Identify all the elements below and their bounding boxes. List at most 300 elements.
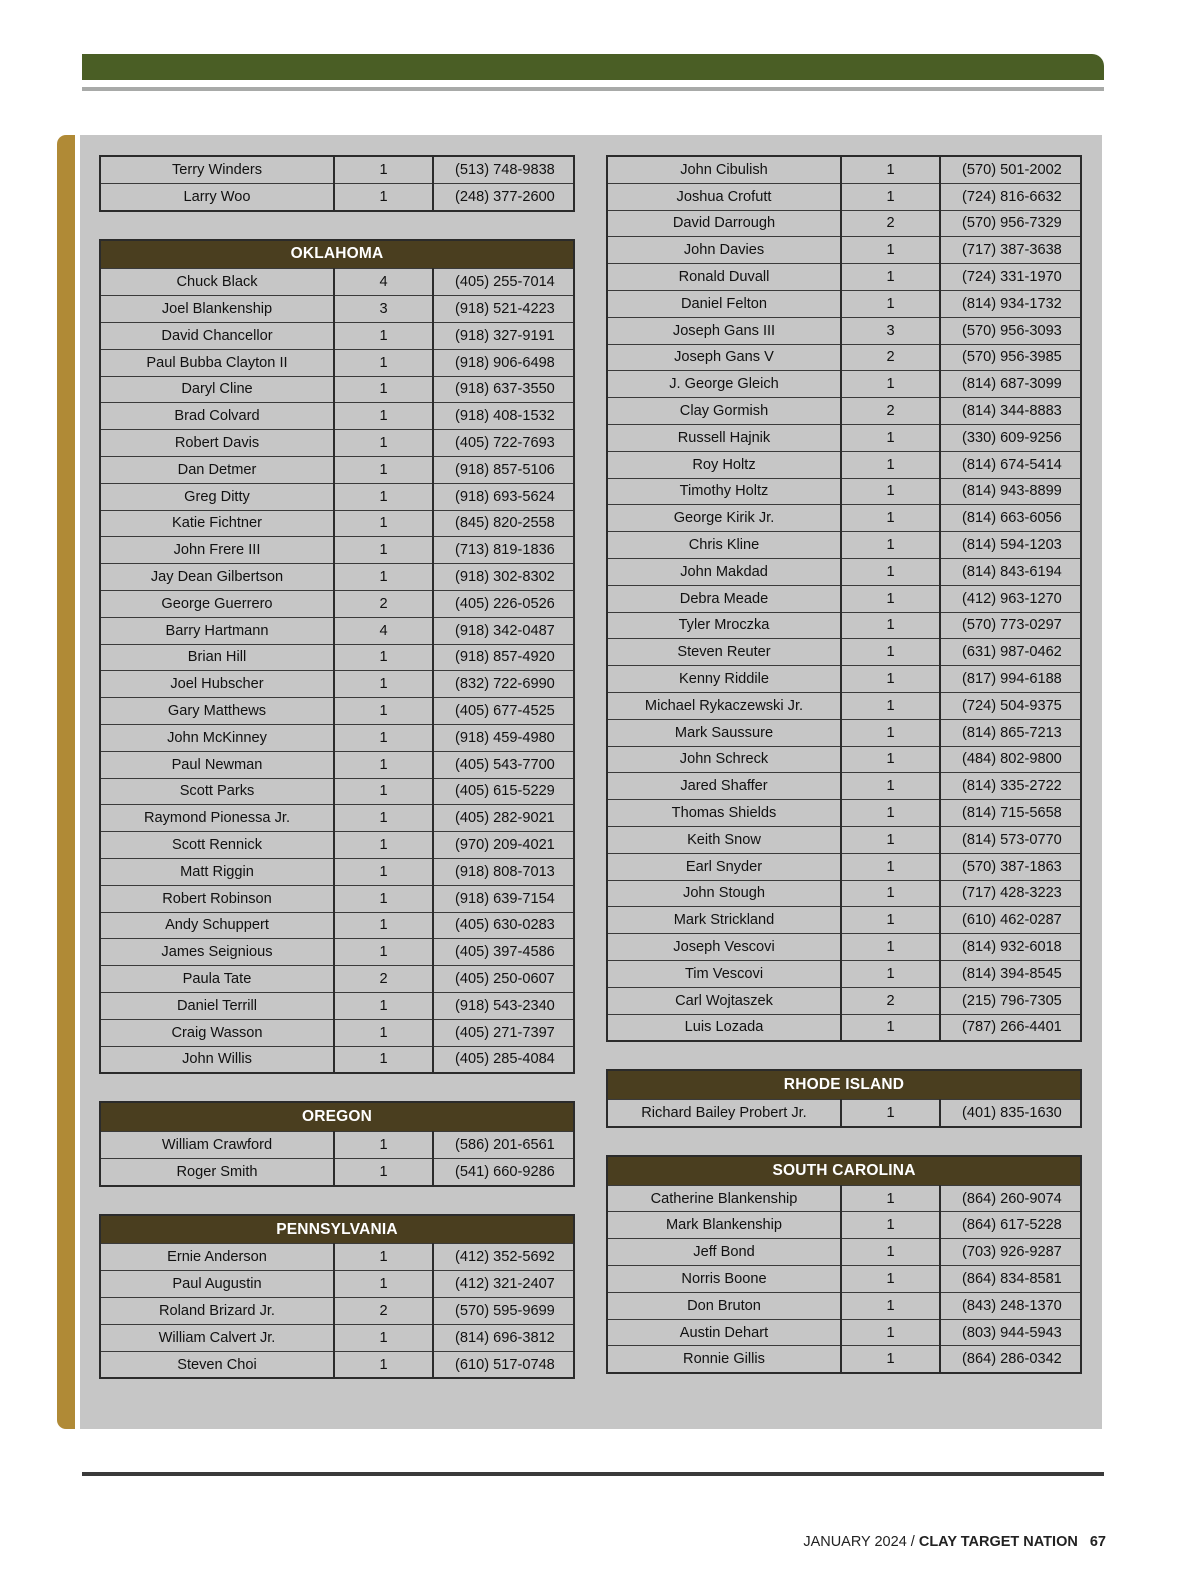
count-cell: 1 [841,451,940,478]
table-row [607,960,1081,987]
table-row [607,1185,1081,1212]
count-cell: 1 [334,564,433,591]
count-cell: 1 [841,156,940,183]
phone-cell: (570) 595-9699 [433,1298,574,1325]
phone-cell: (814) 394-8545 [940,960,1081,987]
phone-cell: (814) 715-5658 [940,800,1081,827]
table-row [100,269,574,296]
section-gap [99,1074,573,1101]
phone-cell: (918) 408-1532 [433,403,574,430]
state-header: SOUTH CAROLINA [607,1156,1081,1185]
table-row [607,719,1081,746]
table-row [607,987,1081,1014]
name-cell: John Makdad [607,558,841,585]
phone-cell: (724) 331-1970 [940,264,1081,291]
name-cell: Daniel Felton [607,290,841,317]
name-cell: John Davies [607,237,841,264]
count-cell: 1 [334,322,433,349]
count-cell: 1 [334,912,433,939]
state-table [99,1214,575,1380]
name-cell: Jeff Bond [607,1239,841,1266]
table-row [100,724,574,751]
count-cell: 1 [334,805,433,832]
phone-cell: (918) 693-5624 [433,483,574,510]
table-row [607,666,1081,693]
count-cell: 1 [841,290,940,317]
name-cell: Brad Colvard [100,403,334,430]
name-cell: Mark Saussure [607,719,841,746]
table-row [607,934,1081,961]
table-row [100,1351,574,1378]
table-row [607,692,1081,719]
name-cell: Mark Blankenship [607,1212,841,1239]
name-cell: Steven Reuter [607,639,841,666]
phone-cell: (843) 248-1370 [940,1292,1081,1319]
count-cell: 1 [334,751,433,778]
name-cell: John Cibulish [607,156,841,183]
section-gap [606,1042,1080,1069]
phone-cell: (570) 956-3093 [940,317,1081,344]
phone-cell: (970) 209-4021 [433,832,574,859]
state-header-row [100,1102,574,1131]
table-row [607,398,1081,425]
name-cell: Andy Schuppert [100,912,334,939]
state-table [606,1155,1082,1374]
table-row [100,671,574,698]
table-row [607,264,1081,291]
table-row [607,210,1081,237]
phone-cell: (814) 674-5414 [940,451,1081,478]
count-cell: 1 [841,1266,940,1293]
name-cell: Ronald Duvall [607,264,841,291]
count-cell: 1 [841,773,940,800]
phone-cell: (215) 796-7305 [940,987,1081,1014]
count-cell: 1 [334,456,433,483]
left-column [99,155,573,1379]
table-row [607,1266,1081,1293]
table-row [607,585,1081,612]
name-cell: Thomas Shields [607,800,841,827]
phone-cell: (814) 687-3099 [940,371,1081,398]
count-cell: 1 [841,532,940,559]
name-cell: Scott Parks [100,778,334,805]
phone-cell: (405) 285-4084 [433,1046,574,1073]
table-row [100,322,574,349]
table-row [607,1239,1081,1266]
phone-cell: (814) 865-7213 [940,719,1081,746]
count-cell: 1 [841,585,940,612]
table-row [100,992,574,1019]
name-cell: George Kirik Jr. [607,505,841,532]
name-cell: Robert Robinson [100,885,334,912]
table-row [607,1100,1081,1127]
count-cell: 2 [841,344,940,371]
count-cell: 1 [841,826,940,853]
name-cell: Gary Matthews [100,698,334,725]
phone-cell: (918) 857-4920 [433,644,574,671]
name-cell: Joel Blankenship [100,296,334,323]
table-row [607,639,1081,666]
phone-cell: (918) 906-6498 [433,349,574,376]
top-divider [82,87,1104,91]
table-row [100,510,574,537]
name-cell: Raymond Pionessa Jr. [100,805,334,832]
name-cell: Larry Woo [100,183,334,210]
count-cell: 1 [841,934,940,961]
table-row [100,1019,574,1046]
phone-cell: (631) 987-0462 [940,639,1081,666]
count-cell: 2 [841,987,940,1014]
table-row [100,751,574,778]
count-cell: 1 [334,1158,433,1185]
name-cell: Jared Shaffer [607,773,841,800]
name-cell: John Stough [607,880,841,907]
phone-cell: (570) 956-3985 [940,344,1081,371]
table-row [100,1132,574,1159]
table-row [607,1346,1081,1373]
phone-cell: (918) 637-3550 [433,376,574,403]
count-cell: 1 [841,800,940,827]
table-row [100,966,574,993]
count-cell: 1 [841,960,940,987]
name-cell: Scott Rennick [100,832,334,859]
state-header: OKLAHOMA [100,240,574,269]
count-cell: 1 [841,558,940,585]
count-cell: 1 [334,698,433,725]
phone-cell: (918) 808-7013 [433,858,574,885]
phone-cell: (405) 271-7397 [433,1019,574,1046]
table-row [100,537,574,564]
name-cell: George Guerrero [100,590,334,617]
name-cell: Katie Fichtner [100,510,334,537]
name-cell: Michael Rykaczewski Jr. [607,692,841,719]
phone-cell: (803) 944-5943 [940,1319,1081,1346]
name-cell: William Calvert Jr. [100,1324,334,1351]
phone-cell: (864) 617-5228 [940,1212,1081,1239]
table-row [607,773,1081,800]
state-header: OREGON [100,1102,574,1131]
name-cell: Jay Dean Gilbertson [100,564,334,591]
table-row [607,1292,1081,1319]
name-cell: Robert Davis [100,430,334,457]
name-cell: Ronnie Gillis [607,1346,841,1373]
table-row [100,617,574,644]
table-row [607,1014,1081,1041]
section-gap [99,212,573,239]
phone-cell: (724) 504-9375 [940,692,1081,719]
phone-cell: (814) 932-6018 [940,934,1081,961]
state-header: RHODE ISLAND [607,1070,1081,1099]
phone-cell: (918) 857-5106 [433,456,574,483]
count-cell: 1 [334,510,433,537]
name-cell: Greg Ditty [100,483,334,510]
phone-cell: (814) 335-2722 [940,773,1081,800]
table-row [607,344,1081,371]
state-header-row [607,1070,1081,1099]
table-row [100,483,574,510]
name-cell: Clay Gormish [607,398,841,425]
name-cell: James Seignious [100,939,334,966]
phone-cell: (918) 639-7154 [433,885,574,912]
name-cell: Timothy Holtz [607,478,841,505]
count-cell: 1 [334,858,433,885]
phone-cell: (405) 397-4586 [433,939,574,966]
count-cell: 1 [841,612,940,639]
table-row [100,349,574,376]
bottom-divider [82,1472,1104,1476]
name-cell: Matt Riggin [100,858,334,885]
table-row [100,1046,574,1073]
phone-cell: (814) 843-6194 [940,558,1081,585]
count-cell: 1 [841,1319,940,1346]
table-row [100,456,574,483]
table-row [607,424,1081,451]
phone-cell: (918) 302-8302 [433,564,574,591]
table-row [100,885,574,912]
count-cell: 3 [841,317,940,344]
name-cell: Roland Brizard Jr. [100,1298,334,1325]
phone-cell: (570) 501-2002 [940,156,1081,183]
count-cell: 1 [334,403,433,430]
name-cell: Joseph Gans V [607,344,841,371]
count-cell: 4 [334,617,433,644]
top-banner-bar [82,54,1104,80]
table-row [100,296,574,323]
count-cell: 1 [334,778,433,805]
count-cell: 1 [841,1100,940,1127]
count-cell: 2 [334,590,433,617]
phone-cell: (717) 428-3223 [940,880,1081,907]
count-cell: 1 [334,483,433,510]
table-row [607,1212,1081,1239]
count-cell: 1 [334,1351,433,1378]
table-row [607,800,1081,827]
table-row [100,564,574,591]
footer-magazine-title: CLAY TARGET NATION [918,1534,1078,1550]
phone-cell: (405) 677-4525 [433,698,574,725]
count-cell: 1 [841,880,940,907]
table-row [607,532,1081,559]
table-row [607,826,1081,853]
phone-cell: (405) 722-7693 [433,430,574,457]
name-cell: Craig Wasson [100,1019,334,1046]
count-cell: 1 [334,671,433,698]
name-cell: John McKinney [100,724,334,751]
name-cell: John Schreck [607,746,841,773]
count-cell: 1 [334,992,433,1019]
phone-cell: (817) 994-6188 [940,666,1081,693]
state-table [606,155,1082,1042]
phone-cell: (484) 802-9800 [940,746,1081,773]
table-row [100,376,574,403]
phone-cell: (570) 387-1863 [940,853,1081,880]
name-cell: Carl Wojtaszek [607,987,841,1014]
count-cell: 1 [841,183,940,210]
page-number: 67 [1089,1534,1106,1550]
table-row [100,1244,574,1271]
phone-cell: (918) 459-4980 [433,724,574,751]
phone-cell: (814) 663-6056 [940,505,1081,532]
count-cell: 2 [841,398,940,425]
table-row [100,939,574,966]
phone-cell: (864) 286-0342 [940,1346,1081,1373]
name-cell: Catherine Blankenship [607,1185,841,1212]
count-cell: 1 [841,907,940,934]
name-cell: Paul Augustin [100,1271,334,1298]
count-cell: 1 [841,264,940,291]
name-cell: Paul Newman [100,751,334,778]
state-header-row [100,1215,574,1244]
name-cell: Joseph Vescovi [607,934,841,961]
phone-cell: (832) 722-6990 [433,671,574,698]
count-cell: 1 [334,537,433,564]
name-cell: Russell Hajnik [607,424,841,451]
phone-cell: (814) 696-3812 [433,1324,574,1351]
phone-cell: (570) 956-7329 [940,210,1081,237]
state-header: PENNSYLVANIA [100,1215,574,1244]
name-cell: Mark Strickland [607,907,841,934]
page-footer [803,1534,1106,1550]
name-cell: J. George Gleich [607,371,841,398]
phone-cell: (541) 660-9286 [433,1158,574,1185]
count-cell: 1 [334,1019,433,1046]
count-cell: 1 [841,746,940,773]
table-row [607,183,1081,210]
state-table [606,1069,1082,1128]
name-cell: Daniel Terrill [100,992,334,1019]
table-row [607,478,1081,505]
count-cell: 1 [841,424,940,451]
phone-cell: (814) 573-0770 [940,826,1081,853]
name-cell: Tyler Mroczka [607,612,841,639]
phone-cell: (713) 819-1836 [433,537,574,564]
count-cell: 1 [334,724,433,751]
table-row [607,371,1081,398]
name-cell: Chuck Black [100,269,334,296]
phone-cell: (845) 820-2558 [433,510,574,537]
name-cell: Barry Hartmann [100,617,334,644]
name-cell: David Darrough [607,210,841,237]
name-cell: Joshua Crofutt [607,183,841,210]
table-row [607,746,1081,773]
table-row [607,237,1081,264]
count-cell: 1 [841,505,940,532]
name-cell: Austin Dehart [607,1319,841,1346]
phone-cell: (814) 594-1203 [940,532,1081,559]
count-cell: 1 [841,719,940,746]
count-cell: 1 [334,1132,433,1159]
state-table [99,1101,575,1186]
count-cell: 1 [841,692,940,719]
table-row [100,1298,574,1325]
table-row [100,805,574,832]
table-row [607,317,1081,344]
table-row [100,778,574,805]
phone-cell: (248) 377-2600 [433,183,574,210]
name-cell: Ernie Anderson [100,1244,334,1271]
table-row [100,183,574,210]
count-cell: 1 [334,939,433,966]
count-cell: 1 [841,1292,940,1319]
listing-panel [80,135,1102,1429]
table-row [607,880,1081,907]
count-cell: 1 [334,349,433,376]
table-row [100,1271,574,1298]
count-cell: 1 [841,237,940,264]
name-cell: John Frere III [100,537,334,564]
count-cell: 1 [334,1271,433,1298]
table-row [100,1324,574,1351]
table-row [100,832,574,859]
name-cell: Richard Bailey Probert Jr. [607,1100,841,1127]
table-row [100,1158,574,1185]
name-cell: Joseph Gans III [607,317,841,344]
count-cell: 1 [334,376,433,403]
name-cell: Paul Bubba Clayton II [100,349,334,376]
table-row [100,858,574,885]
table-row [100,698,574,725]
phone-cell: (787) 266-4401 [940,1014,1081,1041]
count-cell: 1 [841,1346,940,1373]
phone-cell: (405) 615-5229 [433,778,574,805]
state-header-row [100,240,574,269]
name-cell: Dan Detmer [100,456,334,483]
phone-cell: (814) 943-8899 [940,478,1081,505]
name-cell: Keith Snow [607,826,841,853]
side-accent-bar [57,135,75,1429]
table-row [100,644,574,671]
count-cell: 2 [334,1298,433,1325]
name-cell: Paula Tate [100,966,334,993]
table-row [100,156,574,183]
table-row [100,590,574,617]
count-cell: 1 [334,156,433,183]
phone-cell: (405) 282-9021 [433,805,574,832]
count-cell: 1 [841,1185,940,1212]
count-cell: 1 [334,644,433,671]
table-row [100,430,574,457]
phone-cell: (513) 748-9838 [433,156,574,183]
name-cell: Brian Hill [100,644,334,671]
name-cell: William Crawford [100,1132,334,1159]
table-row [100,403,574,430]
count-cell: 1 [334,832,433,859]
count-cell: 1 [841,1014,940,1041]
table-row [607,1319,1081,1346]
count-cell: 1 [841,371,940,398]
name-cell: Tim Vescovi [607,960,841,987]
name-cell: Terry Winders [100,156,334,183]
name-cell: Luis Lozada [607,1014,841,1041]
right-column [606,155,1080,1374]
footer-date: JANUARY 2024 / [803,1534,915,1550]
count-cell: 4 [334,269,433,296]
count-cell: 1 [841,1239,940,1266]
section-gap [606,1128,1080,1155]
state-header-row [607,1156,1081,1185]
phone-cell: (703) 926-9287 [940,1239,1081,1266]
phone-cell: (570) 773-0297 [940,612,1081,639]
name-cell: Joel Hubscher [100,671,334,698]
phone-cell: (405) 250-0607 [433,966,574,993]
phone-cell: (405) 543-7700 [433,751,574,778]
name-cell: John Willis [100,1046,334,1073]
name-cell: Roy Holtz [607,451,841,478]
count-cell: 1 [841,853,940,880]
phone-cell: (717) 387-3638 [940,237,1081,264]
phone-cell: (918) 342-0487 [433,617,574,644]
table-row [607,907,1081,934]
